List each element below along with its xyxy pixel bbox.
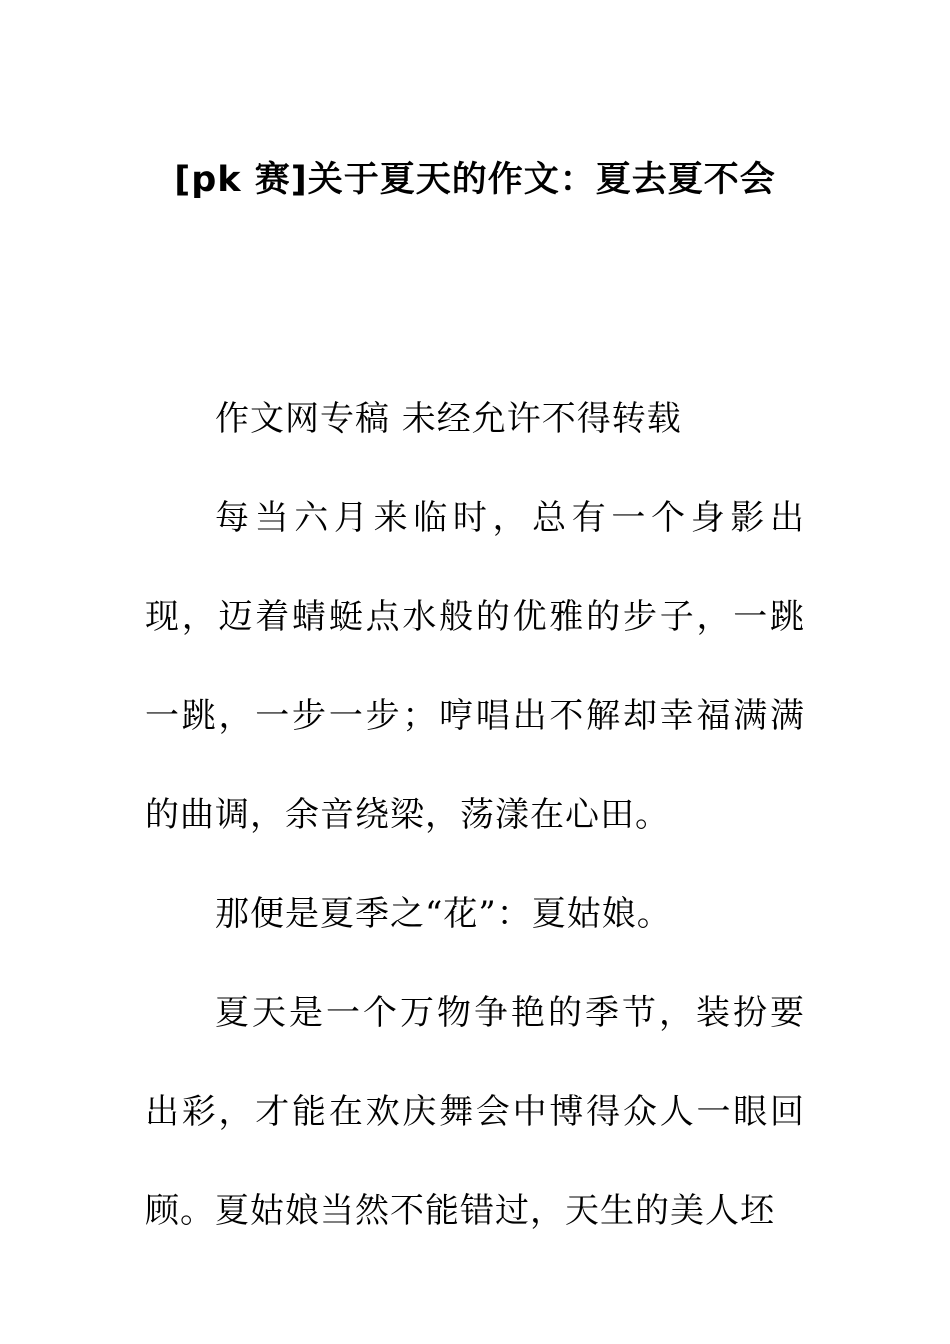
paragraph-intro: 每当六月来临时，总有一个身影出现，迈着蜻蜓点水般的优雅的步子，一跳一跳，一步一步；哼唱出不解却幸福满满的曲调，余音绕梁，荡漾在心田。 xyxy=(145,498,805,835)
paragraph-notice: 作文网专稿 未经允许不得转载 xyxy=(215,399,682,439)
paragraph-summer-flower: 那便是夏季之“花”：夏姑娘。 xyxy=(215,894,672,934)
document-title: [pk 赛]关于夏天的作文：夏去夏不会 xyxy=(174,160,776,201)
paragraph-summer-season: 夏天是一个万物争艳的季节，装扮要出彩，才能在欢庆舞会中博得众人一眼回顾。夏姑娘当然不能错过，天生的美人坯 xyxy=(145,993,805,1231)
document-body xyxy=(145,370,805,1261)
